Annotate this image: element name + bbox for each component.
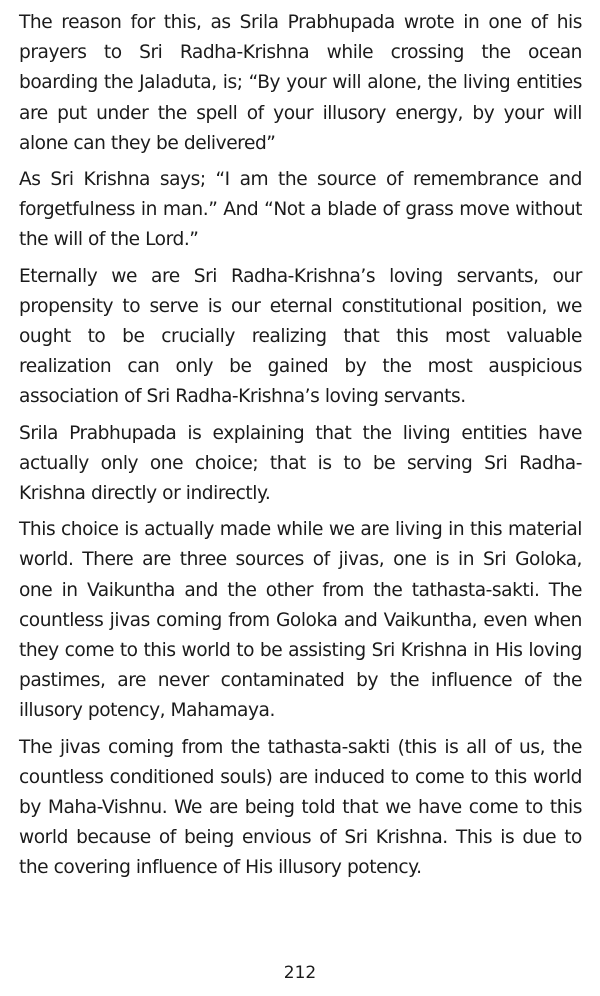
paragraph-4: Srila Prabhupada is explaining that the living entities have actually only one choice; that is to be serving Sri Radha-Krishna directly or indirectly. xyxy=(19,422,582,505)
page-number: 212 xyxy=(283,963,317,983)
paragraph-6: The jivas coming from the tathasta-sakti (this is all of us, the countless conditioned souls) are induced to come to this world by Maha-Vishnu. We are being told that we have come to this world because of being envious of Sri Krishna. This is due to the covering influence of His illusory potency. xyxy=(19,736,582,879)
paragraph-1: The reason for this, as Srila Prabhupada wrote in one of his prayers to Sri Radha-Krishna while crossing the ocean boarding the Jaladuta, is; “By your will alone, the living entities are put under the spell of your illusory energy, by your will alone can they be delivered” xyxy=(19,12,582,154)
paragraph-2: As Sri Krishna says; “I am the source of remembrance and forgetfulness in man.” And “Not a blade of grass move without the will of the Lord.” xyxy=(19,169,582,251)
paragraph-5: This choice is actually made while we are living in this material world. There are three sources of jivas, one is in Sri Goloka, one in Vaikuntha and the other from the tathasta-sakti. The countless jivas coming from Goloka and Vaikuntha, even when they come to this world to be assisting Sri Krishna in His loving pastimes, are never contaminated by the influence of the illusory potency, Mahamaya. xyxy=(19,519,582,722)
paragraph-3: Eternally we are Sri Radha-Krishna’s loving servants, our propensity to serve is our eternal constitutional position, we ought to be crucially realizing that this most valuable realization can only be gained by the most auspicious association of Sri Radha-Krishna’s loving servants. xyxy=(19,265,582,408)
